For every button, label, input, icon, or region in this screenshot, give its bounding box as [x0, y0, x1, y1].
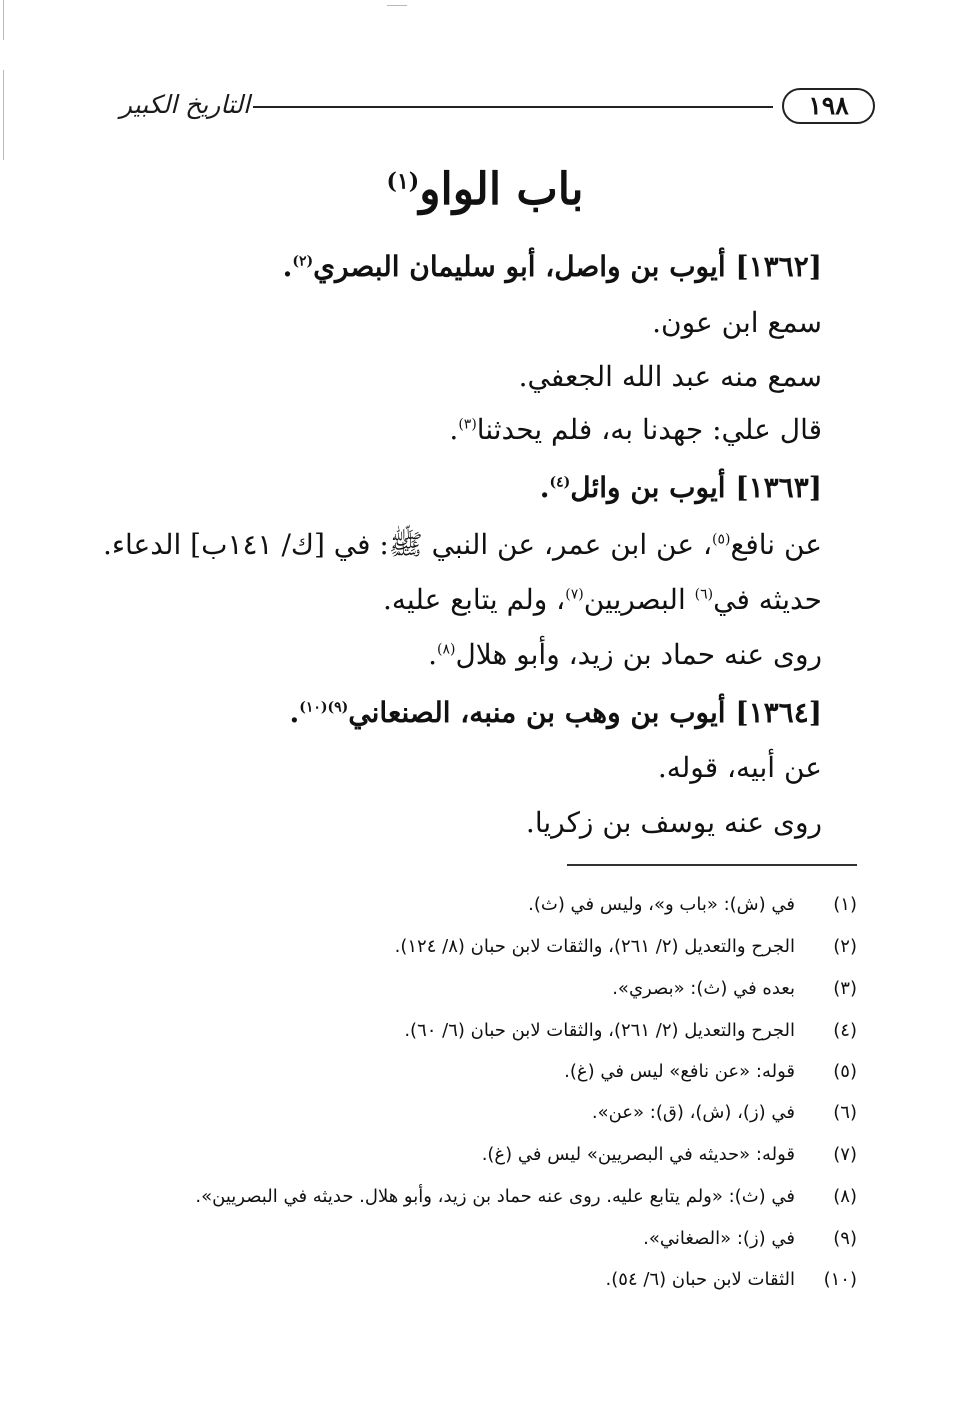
footnote-ref: (٣) [458, 416, 477, 433]
footnote-ref: (١) [386, 168, 420, 195]
body-line: سمع ابن عون. [652, 306, 822, 339]
footnote [137, 1096, 857, 1130]
footnote-number: (٣) [833, 978, 857, 999]
entry-number: [١٣٦٤] [735, 696, 822, 729]
footnote-ref: (٦) [694, 586, 714, 603]
book-title: التاريخ الكبير [119, 90, 250, 119]
scan-top-mark [387, 5, 407, 6]
footnote [137, 1055, 857, 1089]
footnote-separator [567, 864, 857, 866]
footnote-text: الجرح والتعديل (٢/ ٢٦١)، والثقات لابن حبان (٦/ ٦٠). [404, 1020, 795, 1041]
entry-heading: [١٣٦٤] أيوب بن وهب بن منبه، الصنعاني$^{(٩)(١٠)}$. [289, 696, 822, 729]
body-line: روى عنه حماد بن زيد، وأبو هلال$^{(٨)}$. [428, 638, 822, 671]
entry-name: أيوب بن واصل، أبو سليمان البصري [313, 250, 726, 283]
footnote-number: (٦) [833, 1102, 857, 1123]
entry-number: [١٣٦٣] [735, 471, 822, 504]
footnote-text: قوله: «عن نافع» ليس في (غ). [564, 1061, 795, 1082]
running-header [110, 88, 875, 128]
entry-heading: [١٣٦٣] أيوب بن وائل$^{(٤)}$. [539, 471, 822, 504]
chapter-title: باب الواو [419, 164, 584, 215]
footnote [137, 1222, 857, 1256]
footnote-ref: (٥) [711, 531, 731, 548]
footnote-number: (٧) [833, 1144, 857, 1165]
page-number: ١٩٨ [782, 88, 875, 124]
footnote [137, 888, 857, 922]
footnote [137, 930, 857, 964]
footnote [137, 972, 857, 1006]
entry-name: أيوب بن وهب بن منبه، الصنعاني [348, 696, 726, 729]
body-line: عن أبيه، قوله. [657, 751, 822, 784]
body-line: حديثه في$^{(٦)}$ البصريين$^{(٧)}$، ولم يتابع عليه. [382, 583, 822, 616]
footnote-text: قوله: «حديثه في البصريين» ليس في (غ). [481, 1144, 795, 1165]
footnote-ref: (٤) [549, 474, 571, 491]
entry-heading: [١٣٦٢] أيوب بن واصل، أبو سليمان البصري$^{(٢)}$. [282, 250, 822, 283]
entry-number: [١٣٦٢] [735, 250, 822, 283]
footnote-ref: (٩)(١٠) [299, 699, 349, 716]
footnote-number: (٨) [833, 1186, 857, 1207]
footnote-text: في (ز): «الصغاني». [643, 1228, 795, 1249]
entry-name: أيوب بن وائل [570, 471, 726, 504]
body-line: سمع منه عبد الله الجعفي. [518, 360, 822, 393]
footnote-text: في (ز)، (ش)، (ق): «عن». [591, 1102, 795, 1123]
footnote [137, 1138, 857, 1172]
footnote-number: (٢) [833, 936, 857, 957]
footnote-text: الجرح والتعديل (٢/ ٢٦١)، والثقات لابن حبان (٨/ ١٢٤). [394, 936, 795, 957]
body-line: عن نافع$^{(٥)}$، عن ابن عمر، عن النبي ﷺ: في [ك/ ١٤١ب] الدعاء. [102, 528, 822, 561]
footnote-text: الثقات لابن حبان (٦/ ٥٤). [605, 1269, 795, 1290]
footnote-number: (٥) [833, 1061, 857, 1082]
footnote-ref: (٢) [292, 253, 314, 270]
footnote [137, 1014, 857, 1048]
chapter-heading [250, 155, 720, 225]
footnote [137, 1263, 857, 1297]
footnote-number: (٤) [833, 1020, 857, 1041]
footnote-ref: (٨) [436, 641, 456, 658]
scan-edge-line [3, 70, 4, 160]
footnote-number: (١٠) [823, 1269, 857, 1290]
footnote [137, 1180, 857, 1214]
header-rule [253, 106, 773, 108]
footnote-text: بعده في (ث): «بصري». [612, 978, 795, 999]
body-line: قال علي: جهدنا به، فلم يحدثنا$^{(٣)}$. [449, 413, 822, 446]
footnote-text: في (ث): «ولم يتابع عليه. روى عنه حماد بن زيد، وأبو هلال. حديثه في البصريين». [195, 1186, 795, 1207]
footnote-ref: (٧) [565, 586, 584, 603]
scan-edge-line [3, 0, 4, 40]
footnote-number: (١) [833, 894, 857, 915]
footnote-number: (٩) [833, 1228, 857, 1249]
footnote-text: في (ش): «باب و»، وليس في (ث). [528, 894, 795, 915]
body-line: روى عنه يوسف بن زكريا. [525, 806, 822, 839]
